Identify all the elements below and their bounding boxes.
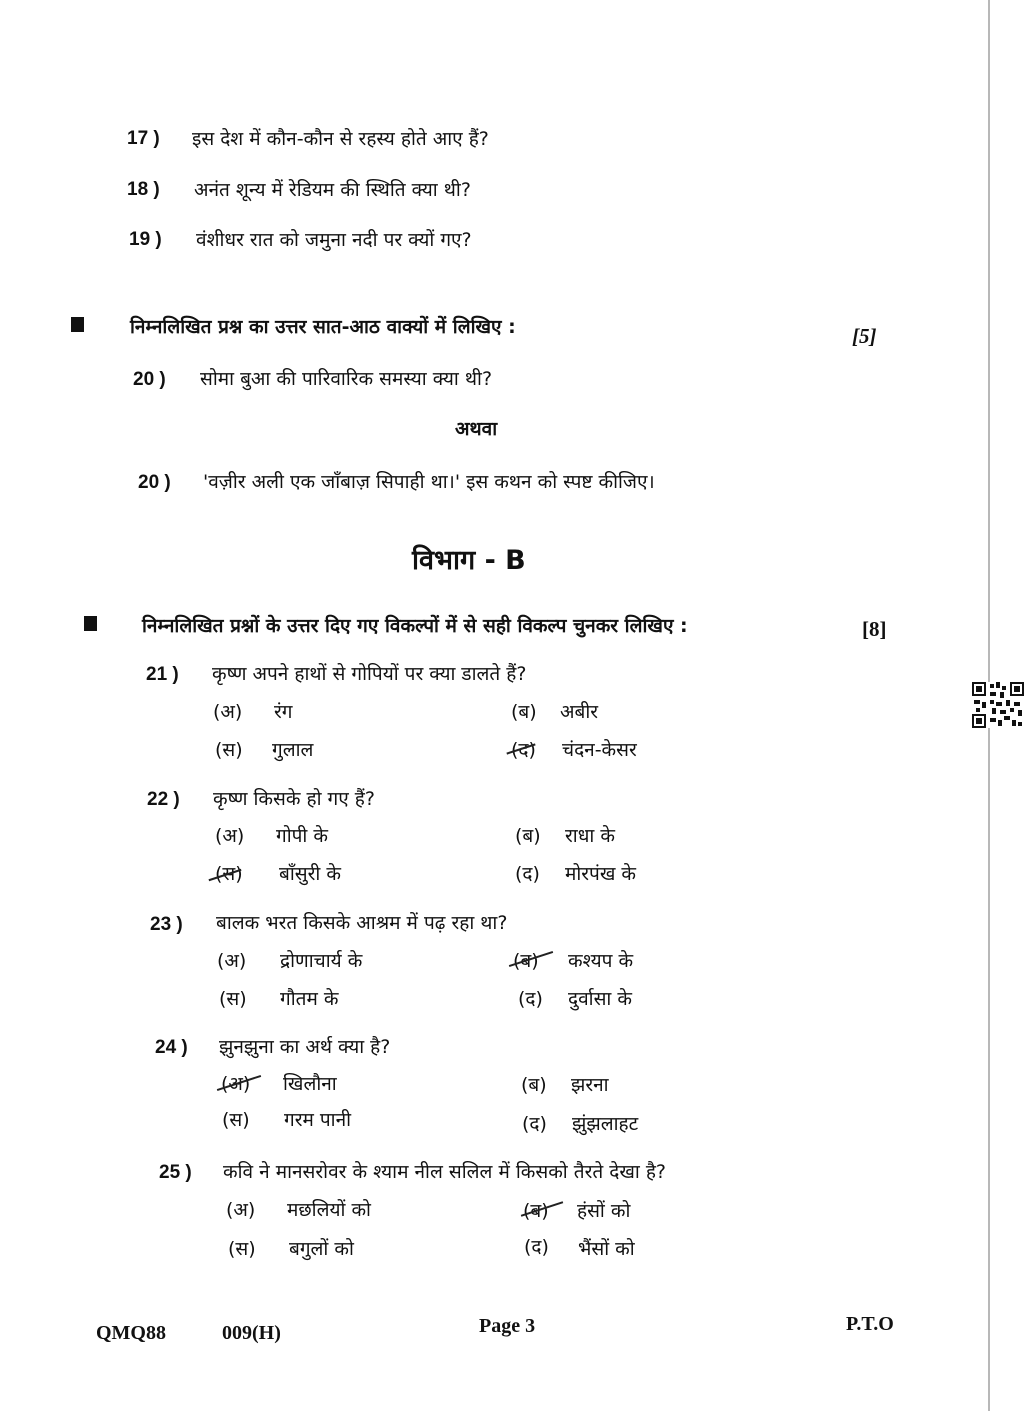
question-text-20b: 'वज़ीर अली एक जाँबाज़ सिपाही था।' इस कथन को स्पष्ट कीजिए। bbox=[203, 471, 655, 493]
question-text-21: कृष्ण अपने हाथों से गोपियों पर क्या डालते हैं? bbox=[212, 663, 527, 685]
option-label: (स) bbox=[219, 988, 247, 1010]
or-label: अथवा bbox=[455, 418, 498, 440]
option-label: (ब) bbox=[521, 1074, 547, 1096]
option-text: चंदन-केसर bbox=[562, 739, 637, 761]
option-text: रंग bbox=[274, 701, 293, 723]
qr-code-icon bbox=[972, 682, 1024, 728]
option-label: (स) bbox=[228, 1238, 256, 1260]
option-text: द्रोणाचार्य के bbox=[280, 950, 363, 972]
option-text: झरना bbox=[571, 1074, 609, 1096]
bullet-marker bbox=[71, 317, 84, 332]
question-number-19: 19 ) bbox=[129, 229, 162, 250]
question-text-23: बालक भरत किसके आश्रम में पढ़ रहा था? bbox=[216, 912, 508, 934]
pto-label: P.T.O bbox=[846, 1313, 894, 1335]
option-text: दुर्वासा के bbox=[568, 988, 632, 1010]
question-text-20a: सोमा बुआ की पारिवारिक समस्या क्या थी? bbox=[200, 368, 493, 390]
option-text: कश्यप के bbox=[568, 950, 634, 972]
bullet-marker bbox=[84, 616, 97, 631]
question-number-20b: 20 ) bbox=[138, 472, 171, 493]
option-text: गुलाल bbox=[272, 739, 314, 761]
option-label: (ब) bbox=[513, 950, 539, 972]
question-number-21: 21 ) bbox=[146, 664, 179, 685]
option-label: (द) bbox=[522, 1113, 547, 1135]
question-text-25: कवि ने मानसरोवर के श्याम नील सलिल में किसको तैरते देखा है? bbox=[223, 1161, 666, 1183]
option-label: (स) bbox=[215, 863, 243, 885]
question-number-20a: 20 ) bbox=[133, 369, 166, 390]
option-text: गरम पानी bbox=[284, 1109, 352, 1131]
option-text: झुंझलाहट bbox=[572, 1113, 639, 1135]
question-text-17: इस देश में कौन-कौन से रहस्य होते आए हैं? bbox=[192, 128, 489, 150]
option-text: खिलौना bbox=[283, 1073, 337, 1095]
option-text: गोपी के bbox=[276, 825, 328, 847]
question-number-22: 22 ) bbox=[147, 789, 180, 810]
option-label: (अ) bbox=[215, 825, 245, 847]
option-label: (द) bbox=[518, 988, 543, 1010]
option-label: (द) bbox=[511, 739, 536, 761]
option-text: मछलियों को bbox=[287, 1199, 371, 1221]
question-number-17: 17 ) bbox=[127, 128, 160, 149]
question-number-23: 23 ) bbox=[150, 914, 183, 935]
option-label: (ब) bbox=[515, 825, 541, 847]
section-b-heading: विभाग - B bbox=[412, 545, 526, 576]
option-text: राधा के bbox=[565, 825, 615, 847]
option-label: (अ) bbox=[217, 950, 247, 972]
section-b-instruction: निम्नलिखित प्रश्नों के उत्तर दिए गए विकल्पों में से सही विकल्प चुनकर लिखिए : bbox=[142, 615, 688, 637]
option-label: (स) bbox=[215, 739, 243, 761]
option-label: (अ) bbox=[226, 1199, 256, 1221]
long-answer-instruction: निम्नलिखित प्रश्न का उत्तर सात-आठ वाक्यों में लिखिए : bbox=[130, 316, 516, 338]
option-label: (ब) bbox=[523, 1200, 549, 1222]
question-number-25: 25 ) bbox=[159, 1162, 192, 1183]
question-text-18: अनंत शून्य में रेडियम की स्थिति क्या थी? bbox=[194, 179, 471, 201]
option-text: अबीर bbox=[560, 701, 599, 723]
option-text: भैंसों को bbox=[578, 1238, 635, 1260]
option-label: (ब) bbox=[511, 701, 537, 723]
section-b-marks: [8] bbox=[862, 617, 887, 641]
option-text: बाँसुरी के bbox=[279, 863, 341, 885]
option-text: बगुलों को bbox=[289, 1238, 354, 1260]
question-text-24: झुनझुना का अर्थ क्या है? bbox=[219, 1036, 391, 1058]
option-text: गौतम के bbox=[280, 988, 339, 1010]
page-number: Page 3 bbox=[479, 1315, 536, 1337]
option-label: (अ) bbox=[213, 701, 243, 723]
option-label: (स) bbox=[222, 1109, 250, 1131]
question-number-24: 24 ) bbox=[155, 1037, 188, 1058]
paper-code: QMQ88 bbox=[96, 1322, 166, 1344]
question-text-19: वंशीधर रात को जमुना नदी पर क्यों गए? bbox=[196, 229, 472, 251]
option-label: (द) bbox=[515, 863, 540, 885]
long-answer-marks: [5] bbox=[852, 324, 877, 348]
option-text: मोरपंख के bbox=[565, 863, 637, 885]
option-text: हंसों को bbox=[577, 1200, 631, 1222]
question-number-18: 18 ) bbox=[127, 179, 160, 200]
option-label: (अ) bbox=[221, 1073, 251, 1095]
option-label: (द) bbox=[524, 1236, 549, 1258]
question-text-22: कृष्ण किसके हो गए हैं? bbox=[213, 788, 375, 810]
subject-code: 009(H) bbox=[222, 1322, 281, 1344]
